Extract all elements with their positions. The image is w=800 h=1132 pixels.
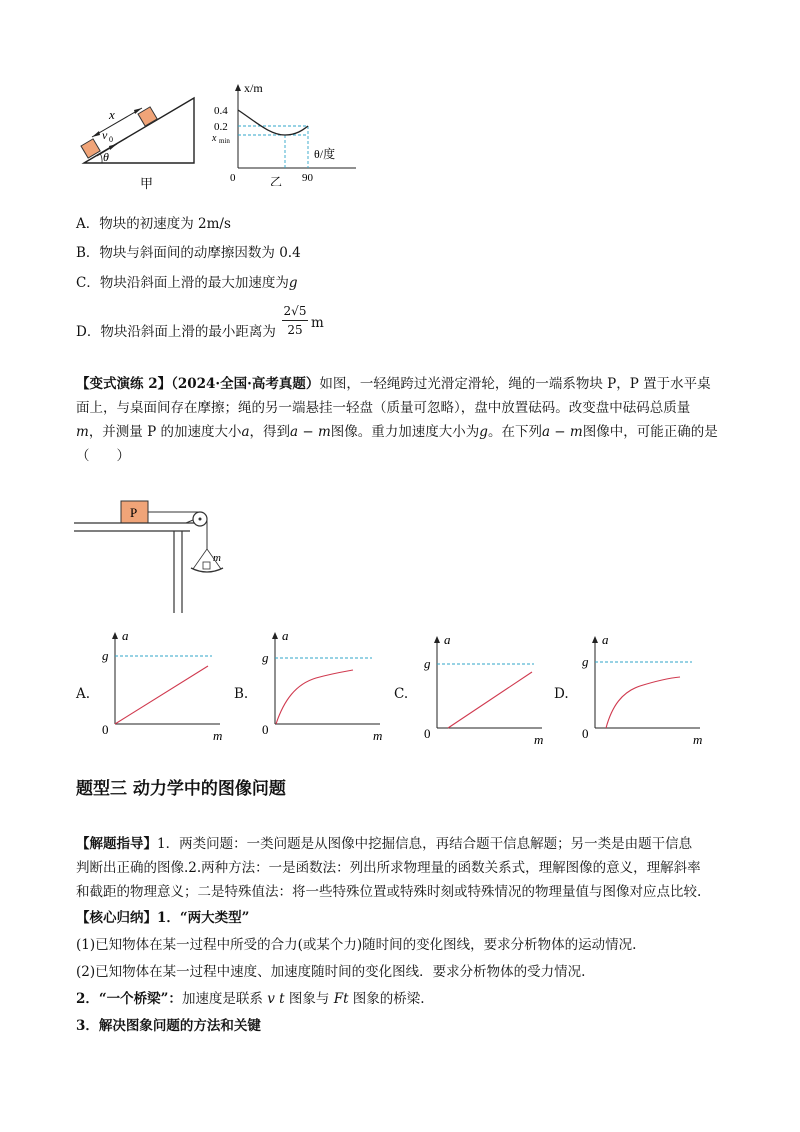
g-label: g (582, 654, 589, 669)
x-theta-graph (208, 82, 358, 186)
q2-line3-f: 图像。重力加速度大小为 (330, 424, 480, 440)
var-a: a (241, 424, 250, 440)
option-d-unit: m (311, 315, 324, 331)
core-item1: (1)已知物体在某一过程中所受的合力(或某个力)随时间的变化图线，要求分析物体的运动情况. (76, 937, 637, 953)
pulley-table-figure (74, 496, 234, 616)
bridge-text-b: 图象与 (284, 991, 334, 1007)
m-axis-label: m (213, 728, 223, 743)
guide-text3: 和截距的物理意义；二是特殊值法：将一些特殊位置或特殊时刻或特殊情况的物理量值与图像对应点比较. (76, 884, 702, 900)
option-c-text: C．物块沿斜面上滑的最大加速度为 (76, 275, 289, 291)
x-axis-label: θ/度 (314, 147, 336, 161)
q1-option-d[interactable] (76, 322, 276, 342)
core-tag: 【核心归纳】 (76, 910, 157, 926)
x-theta-curve (238, 110, 308, 135)
m-axis-label: m (693, 732, 703, 746)
q2-line3-h: 。在下列 (487, 424, 542, 440)
x-label: x (109, 107, 115, 122)
origin-label: 0 (230, 172, 236, 184)
guide-text1: 1．两类问题：一类问题是从图像中挖掘信息，再结合题干信息解题；另一类是由题干信息 (157, 836, 693, 852)
caption-yi: 乙 (270, 175, 283, 186)
option-d-fraction (282, 304, 308, 337)
bridge-text-a: 加速度是联系 (181, 991, 268, 1007)
core-heading (76, 908, 249, 928)
option-c-var: g (288, 275, 298, 291)
a-axis-arrow (434, 636, 440, 643)
theta-arc (100, 153, 102, 163)
a-axis-arrow (272, 632, 278, 639)
fraction-denominator: 25 (287, 323, 303, 337)
tick-0.4: 0.4 (214, 105, 228, 117)
q2-line1: 如图，一轻绳跨过光滑定滑轮，绳的一端系物块 P，P 置于水平桌 (319, 376, 711, 392)
guide-tag: 【解题指导】 (76, 836, 157, 852)
q2-paragraph (76, 372, 728, 468)
a-axis-label: a (602, 632, 609, 647)
graph-option-a[interactable] (96, 628, 228, 744)
a-m-curve (448, 672, 532, 728)
graph-option-c[interactable] (418, 632, 550, 748)
a-m-curve (606, 677, 680, 728)
m-axis-label: m (373, 728, 383, 742)
block-top (138, 107, 157, 126)
core-item2: (2)已知物体在某一过程中速度、加速度随时间的变化图线．要求分析物体的受力情况. (76, 964, 586, 980)
origin-label: 0 (582, 726, 589, 741)
origin-label: 0 (262, 722, 269, 737)
a-axis-arrow (592, 636, 598, 643)
a-m-curve (115, 666, 208, 724)
a-axis-label: a (444, 632, 451, 647)
mass-label: m (213, 552, 221, 564)
option-a-letter[interactable]: A. (76, 686, 91, 702)
q2-line3-j: 图像中，可能正确的是 (582, 424, 718, 440)
bridge-t: t (279, 991, 285, 1007)
a-m-expr-2: a − m (541, 424, 583, 440)
graph-option-d[interactable] (576, 630, 708, 746)
var-g: g (479, 424, 488, 440)
tick-0.2: 0.2 (214, 121, 228, 133)
option-d-letter[interactable]: D. (554, 686, 569, 702)
q1-option-b[interactable]: B．物块与斜面间的动摩擦因数为 0.4 (76, 245, 301, 261)
fraction-numerator: 2√5 (283, 304, 307, 318)
q2-source: （2024·全国·高考真题） (171, 376, 320, 392)
answer-brackets: （ ） (76, 448, 130, 464)
tick-xmin: x (212, 133, 217, 144)
g-label: g (102, 648, 109, 663)
incline-figure (72, 88, 212, 196)
v0-label: v (102, 128, 108, 142)
block-p-label: P (130, 505, 138, 520)
a-m-expr: a − m (290, 424, 331, 440)
theta-label: θ (103, 150, 109, 164)
graph-option-b[interactable] (256, 626, 388, 742)
core-title1: 1．“两大类型” (157, 910, 250, 926)
g-label: g (262, 650, 269, 665)
bridge-text-c: 图象的桥梁. (348, 991, 425, 1007)
option-c-letter[interactable]: C. (394, 686, 409, 702)
g-label: g (424, 656, 431, 671)
v0-arrowhead (109, 144, 117, 150)
y-axis-arrow (235, 84, 241, 91)
tick-90: 90 (302, 172, 313, 184)
option-d-text: D．物块沿斜面上滑的最小距离为 (76, 324, 276, 340)
q2-line3-b: ，并测量 P 的加速度大小 (88, 424, 242, 440)
v0-subscript: 0 (109, 135, 113, 144)
tick-xmin-sub: min (219, 137, 230, 145)
fraction-bar (282, 320, 308, 321)
weight (203, 562, 210, 569)
origin-label: 0 (102, 722, 109, 737)
q2-line3-d: ，得到 (249, 424, 291, 440)
a-axis-label: a (282, 628, 289, 643)
q1-option-c[interactable] (76, 273, 298, 293)
origin-label: 0 (424, 726, 431, 741)
q2-line2: 面上，与桌面间存在摩擦；绳的另一端悬挂一轻盘（质量可忽略），盘中放置砝码。改变盘中砝码总质量 (76, 400, 691, 416)
y-axis-label: x/m (244, 82, 263, 95)
core-title3: 3．解决图象问题的方法和关键 (76, 1018, 261, 1034)
core-title2: 2．“一个桥梁”： (76, 991, 182, 1007)
bridge-v: v (267, 991, 275, 1007)
a-axis-label: a (122, 628, 129, 643)
m-axis-label: m (534, 732, 544, 747)
option-b-letter[interactable]: B. (234, 686, 249, 702)
q2-tag: 【变式演练 2】 (76, 376, 172, 392)
core-bridge (76, 989, 425, 1009)
a-axis-arrow (112, 632, 118, 639)
guide-paragraph (76, 832, 728, 904)
a-m-curve (276, 670, 353, 724)
caption-jia: 甲 (140, 176, 154, 191)
var-m: m (76, 424, 89, 440)
guide-text2: 判断出正确的图像.2.两种方法：一是函数法：列出所求物理量的函数关系式，理解图像的意义，理解斜率 (76, 860, 701, 876)
q1-option-a[interactable]: A．物块的初速度为 2m/s (76, 216, 231, 232)
x-arrowhead-left (92, 131, 100, 137)
section-title: 题型三 动力学中的图像问题 (76, 779, 286, 799)
bridge-ft: Ft (333, 991, 349, 1007)
pulley-axle (199, 518, 202, 521)
